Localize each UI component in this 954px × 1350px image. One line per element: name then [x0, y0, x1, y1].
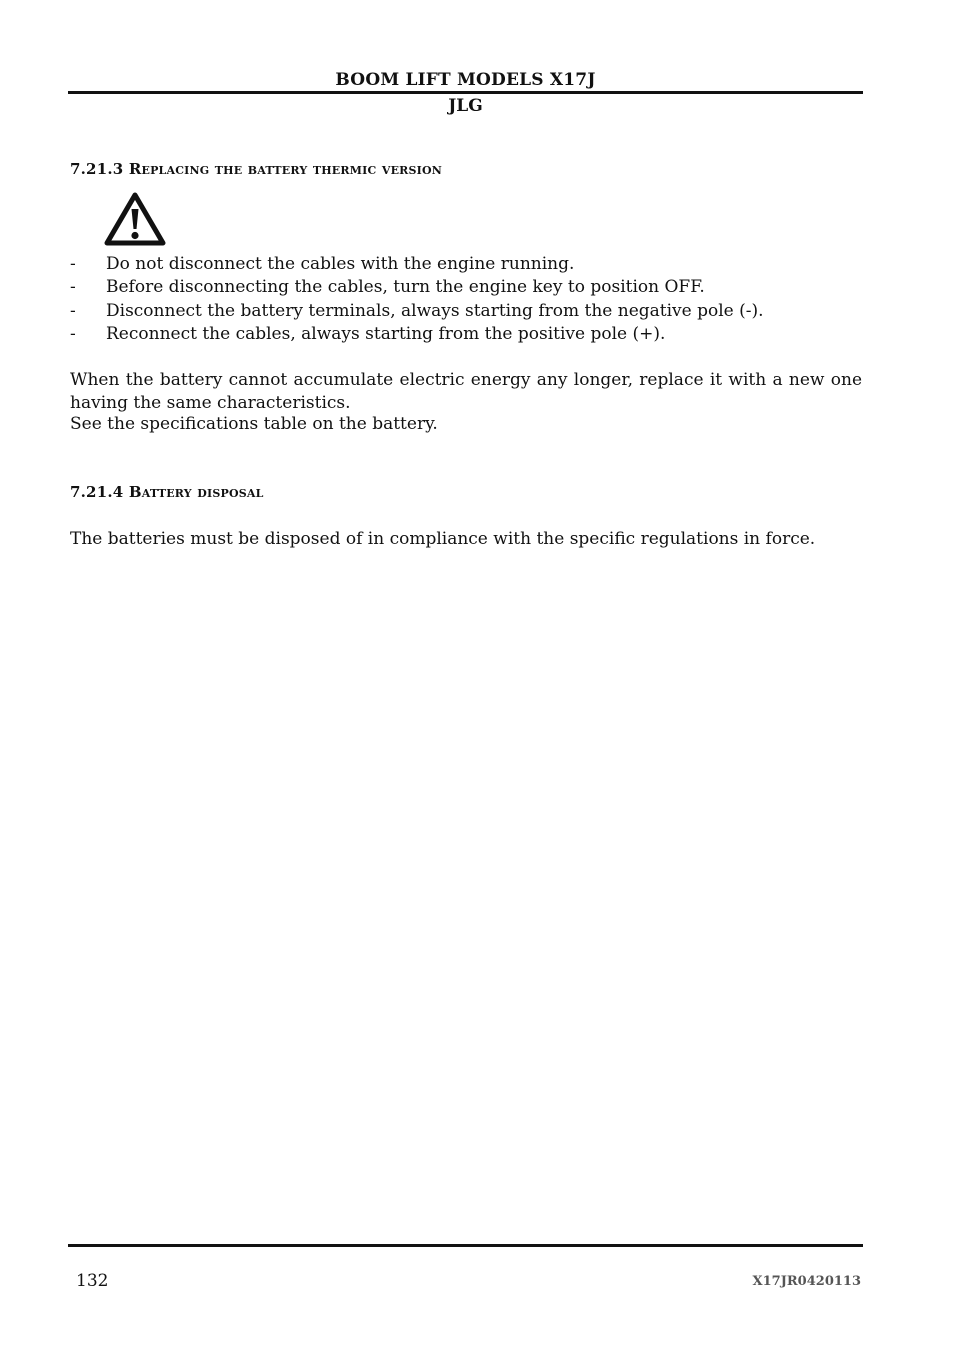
replacement-paragraph: When the battery cannot accumulate electric energy any longer, replace it with a new one having the same characteristics. [70, 370, 862, 413]
page-number: 132 [76, 1271, 109, 1291]
document-code: X17JR0420113 [752, 1274, 861, 1289]
list-bullet: - [70, 277, 76, 298]
list-item-text: Do not disconnect the cables with the engine running. [106, 254, 575, 274]
list-item-text: Disconnect the battery terminals, always starting from the negative pole (-). [106, 300, 764, 321]
warning-triangle-icon [104, 192, 166, 246]
list-bullet: - [70, 323, 76, 344]
specifications-note: See the specifications table on the battery. [70, 414, 438, 434]
section-heading-replacing-battery: 7.21.3 Replacing the battery thermic version [70, 160, 443, 178]
footer-rule [68, 1244, 863, 1247]
header-subtitle: JLG [448, 96, 483, 116]
list-item [70, 253, 865, 276]
precautions-list [70, 253, 865, 346]
list-item [70, 276, 865, 299]
list-item-text: Reconnect the cables, always starting from the positive pole (+). [106, 323, 666, 344]
section-heading-battery-disposal: 7.21.4 Battery disposal [70, 483, 264, 501]
list-bullet: - [70, 254, 76, 274]
list-item-text: Before disconnecting the cables, turn the engine key to position OFF. [106, 277, 705, 298]
header-rule [68, 91, 863, 94]
list-item [70, 300, 865, 323]
list-bullet: - [70, 300, 76, 321]
list-item [70, 323, 865, 346]
header-title: BOOM LIFT MODELS X17J [335, 70, 596, 90]
disposal-paragraph: The batteries must be disposed of in compliance with the specific regulations in force. [70, 529, 816, 549]
